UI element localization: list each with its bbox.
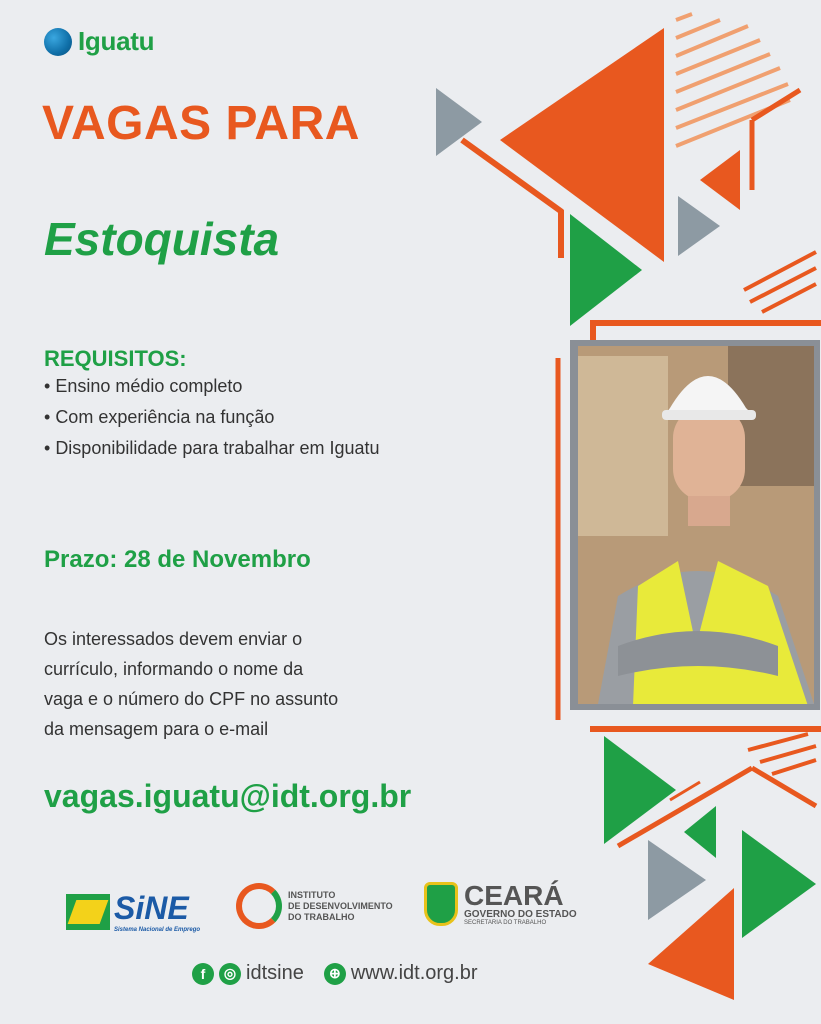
sine-logo	[66, 890, 200, 933]
brand-logo	[44, 26, 154, 57]
deadline: Prazo: 28 de Novembro	[44, 546, 311, 573]
orange-frame-top	[590, 320, 821, 326]
green-triangle-small	[684, 806, 716, 858]
website-link[interactable]: www.idt.org.br	[350, 962, 478, 984]
requirement-item: • Com experiência na função	[44, 402, 380, 433]
orange-stripes-top-right	[676, 14, 790, 146]
requirements-heading: REQUISITOS:	[44, 346, 187, 371]
social-links	[192, 962, 478, 985]
ceara-name: CEARÁ	[464, 879, 564, 911]
brand-name: Iguatu	[78, 26, 155, 56]
instructions-line: currículo, informando o nome da	[44, 659, 304, 679]
brazil-flag-icon	[66, 894, 110, 930]
worker-illustration	[578, 346, 814, 704]
social-handle[interactable]: idtsine	[246, 962, 304, 984]
orange-triangle-small	[700, 150, 740, 210]
email-address[interactable]: vagas.iguatu@idt.org.br	[44, 778, 412, 814]
green-triangle-bottom-2	[742, 830, 816, 938]
ceara-line2: SECRETARIA DO TRABALHO	[464, 919, 547, 926]
instagram-icon[interactable]: ◎	[219, 963, 241, 985]
idt-line: DO TRABALHO	[288, 911, 355, 922]
ceara-seal-icon	[424, 882, 458, 926]
requirement-item: • Ensino médio completo	[44, 371, 380, 402]
idt-mark-icon	[236, 883, 282, 929]
headline: VAGAS PARA	[42, 97, 360, 150]
idt-line: DE DESENVOLVIMENTO	[288, 900, 393, 911]
orange-stripes-bottom-mid	[670, 782, 710, 812]
facebook-icon[interactable]: f	[192, 963, 214, 985]
requirement-item: • Disponibilidade para trabalhar em Iguatu	[44, 433, 380, 464]
orange-stripes-bottom-right	[748, 734, 816, 774]
sine-subtitle: Sistema Nacional de Emprego	[114, 927, 201, 933]
globe-web-icon[interactable]: ⊕	[324, 963, 346, 985]
orange-line-bottom-diag2	[752, 768, 816, 806]
requirements-list	[44, 371, 380, 464]
grey-triangle-bottom	[648, 840, 706, 920]
ceara-line1: GOVERNO DO ESTADO	[464, 908, 577, 920]
worker-photo	[578, 346, 814, 704]
instructions-line: da mensagem para o e-mail	[44, 719, 269, 739]
sine-name: SiNE	[114, 890, 189, 926]
globe-icon	[44, 28, 72, 56]
instructions-line: vaga e o número do CPF no assunto	[44, 689, 339, 709]
instructions-line: Os interessados devem enviar o	[44, 629, 303, 649]
ceara-logo	[424, 879, 577, 926]
grey-triangle-mid	[678, 196, 720, 256]
idt-line: INSTITUTO	[288, 889, 336, 900]
instructions	[44, 624, 404, 744]
orange-frame-bottom	[590, 726, 821, 732]
idt-logo	[236, 883, 393, 929]
green-triangle-bottom-1	[604, 736, 676, 844]
orange-stripes-mid-right	[744, 252, 816, 312]
job-title: Estoquista	[44, 213, 280, 265]
